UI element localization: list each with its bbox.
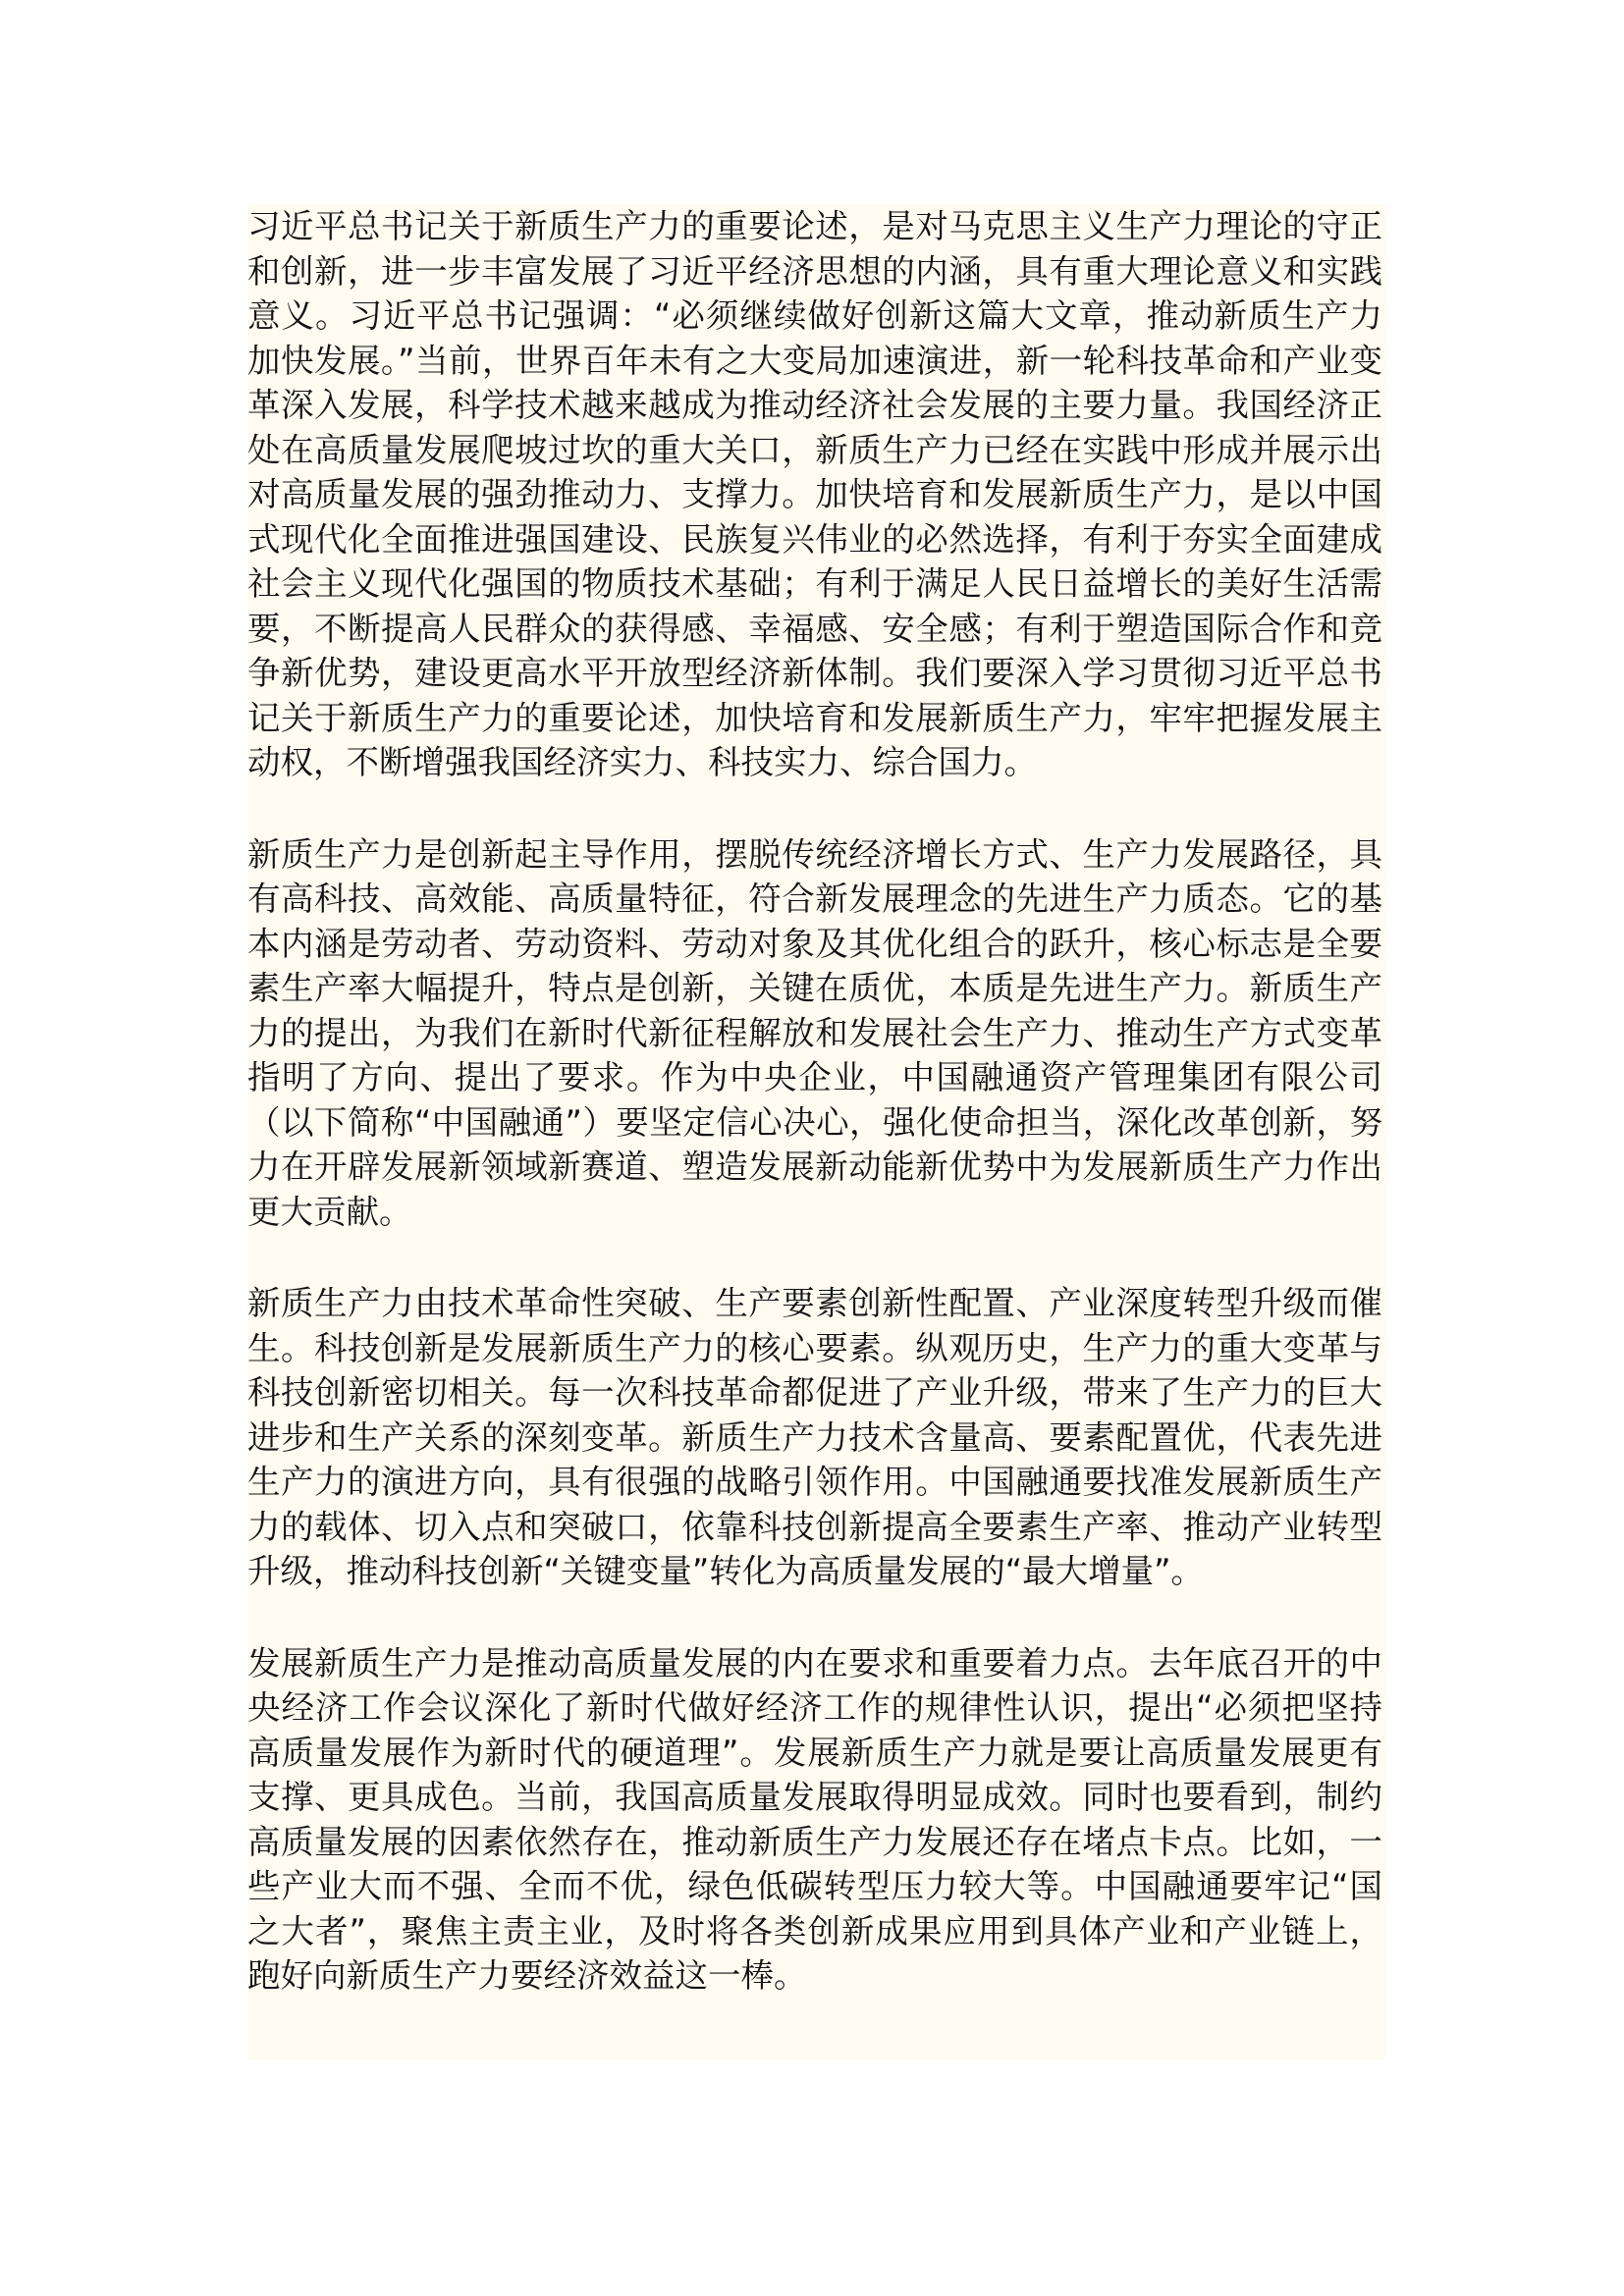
document-body: [247, 204, 1386, 2059]
paragraph-4: 发展新质生产力是推动高质量发展的内在要求和重要着力点。去年底召开的中央经济工作会议深化了新时代做好经济工作的规律性认识，提出“必须把坚持高质量发展作为新时代的硬道理”。发展新质生产力就是要让高质量发展更有支撑、更具成色。当前，我国高质量发展取得明显成效。同时也要看到，制约高质量发展的因素依然存在，推动新质生产力发展还存在堵点卡点。比如，一些产业大而不强、全而不优，绿色低碳转型压力较大等。中国融通要牢记“国之大者”，聚焦主责主业，及时将各类创新成果应用到具体产业和产业链上，跑好向新质生产力要经济效益这一棒。: [247, 1643, 1382, 1995]
paragraph-3: 新质生产力由技术革命性突破、生产要素创新性配置、产业深度转型升级而催生。科技创新是发展新质生产力的核心要素。纵观历史，生产力的重大变革与科技创新密切相关。每一次科技革命都促进了产业升级，带来了生产力的巨大进步和生产关系的深刻变革。新质生产力技术含量高、要素配置优，代表先进生产力的演进方向，具有很强的战略引领作用。中国融通要找准发展新质生产力的载体、切入点和突破口，依靠科技创新提高全要素生产率、推动产业转型升级，推动科技创新“关键变量”转化为高质量发展的“最大增量”。: [247, 1284, 1382, 1590]
paragraph-2: 新质生产力是创新起主导作用，摆脱传统经济增长方式、生产力发展路径，具有高科技、高效能、高质量特征，符合新发展理念的先进生产力质态。它的基本内涵是劳动者、劳动资料、劳动对象及其优化组合的跃升，核心标志是全要素生产率大幅提升，特点是创新，关键在质优，本质是先进生产力。新质生产力的提出，为我们在新时代新征程解放和发展社会生产力、推动生产方式变革指明了方向、提出了要求。作为中央企业，中国融通资产管理集团有限公司（以下简称“中国融通”）要坚定信心决心，强化使命担当，深化改革创新，努力在开辟发展新领域新赛道、塑造发展新动能新优势中为发展新质生产力作出更大贡献。: [247, 834, 1382, 1231]
paragraph-1: 习近平总书记关于新质生产力的重要论述，是对马克思主义生产力理论的守正和创新，进一步丰富发展了习近平经济思想的内涵，具有重大理论意义和实践意义。习近平总书记强调：“必须继续做好创新这篇大文章，推动新质生产力加快发展。”当前，世界百年未有之大变局加速演进，新一轮科技革命和产业变革深入发展，科学技术越来越成为推动经济社会发展的主要力量。我国经济正处在高质量发展爬坡过坎的重大关口，新质生产力已经在实践中形成并展示出对高质量发展的强劲推动力、支撑力。加快培育和发展新质生产力，是以中国式现代化全面推进强国建设、民族复兴伟业的必然选择，有利于夯实全面建成社会主义现代化强国的物质技术基础；有利于满足人民日益增长的美好生活需要，不断提高人民群众的获得感、幸福感、安全感；有利于塑造国际合作和竞争新优势，建设更高水平开放型经济新体制。我们要深入学习贯彻习近平总书记关于新质生产力的重要论述，加快培育和发展新质生产力，牢牢把握发展主动权，不断增强我国经济实力、科技实力、综合国力。: [247, 207, 1382, 781]
